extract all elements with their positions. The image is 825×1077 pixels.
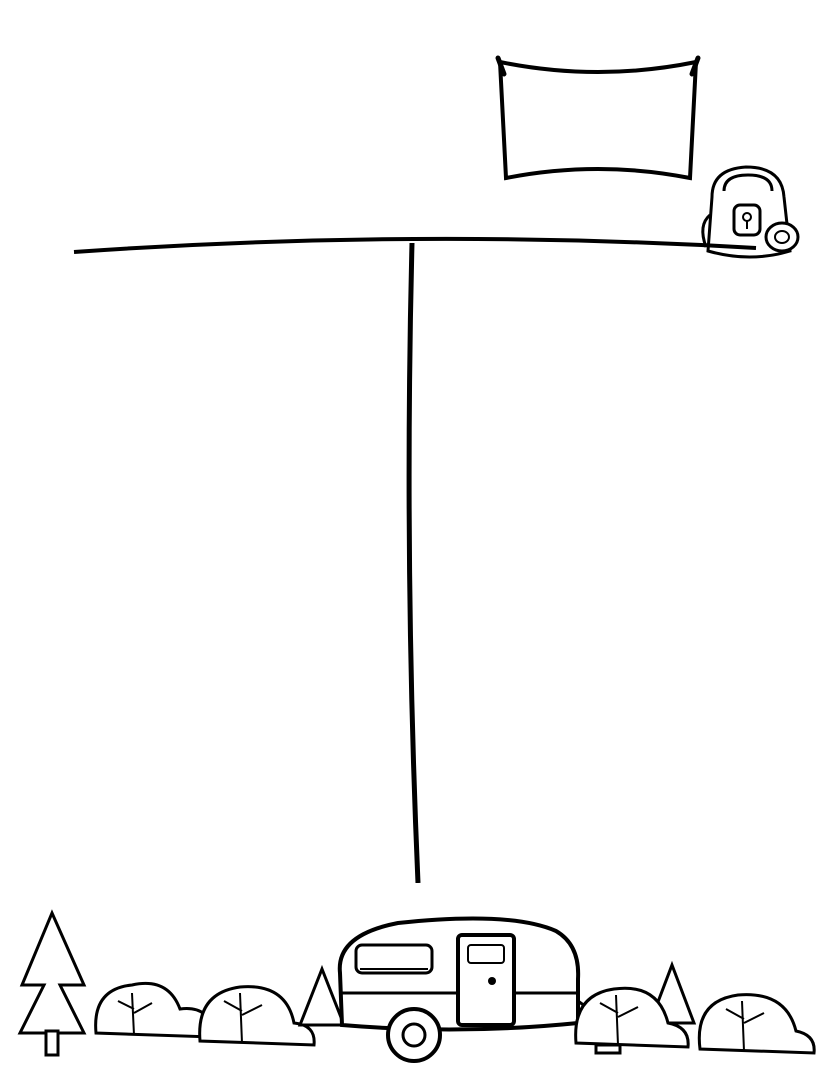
tree-icon xyxy=(20,913,84,1055)
bush-icon xyxy=(699,995,814,1053)
scenery-illustration xyxy=(0,873,825,1073)
bush-icon xyxy=(200,987,314,1045)
column-divider xyxy=(402,243,424,883)
instruction-banner xyxy=(492,52,704,204)
banner-icon xyxy=(492,52,704,204)
bush-icon xyxy=(96,983,212,1037)
